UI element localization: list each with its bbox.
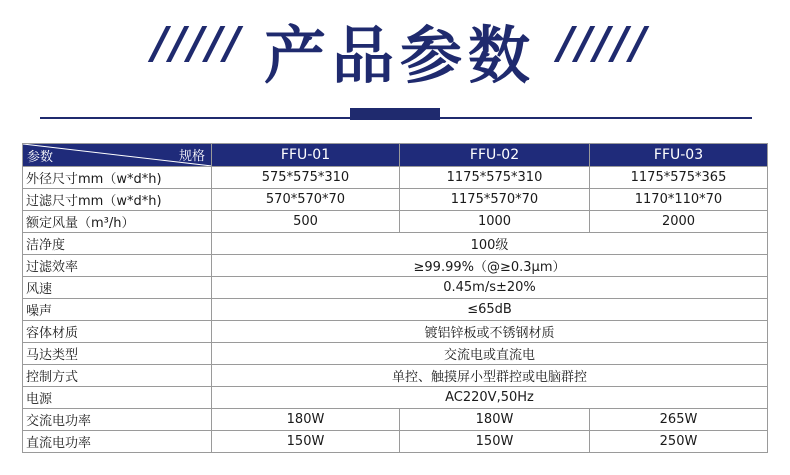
table-cell: 150W [400, 431, 590, 453]
table-row [23, 343, 768, 365]
table-cell: 1175*570*70 [400, 189, 590, 211]
table-row [23, 387, 768, 409]
table-cell: 1175*575*310 [400, 167, 590, 189]
table-cell: 500 [212, 211, 400, 233]
row-label: 风速 [23, 277, 212, 299]
table-cell: 250W [590, 431, 768, 453]
table-cell-merged: 镀铝锌板或不锈钢材质 [212, 321, 768, 343]
row-label: 交流电功率 [23, 409, 212, 431]
table-row [23, 233, 768, 255]
row-label: 马达类型 [23, 343, 212, 365]
table-cell: 1000 [400, 211, 590, 233]
row-label: 额定风量（m³/h） [23, 211, 212, 233]
decorative-slashes-left: ///// [152, 18, 243, 69]
table-cell: 2000 [590, 211, 768, 233]
table-cell: 1175*575*365 [590, 167, 768, 189]
table-cell: 570*570*70 [212, 189, 400, 211]
table-cell-merged: 100级 [212, 233, 768, 255]
table-cell: 150W [212, 431, 400, 453]
model-header-ffu-02: FFU-02 [400, 144, 590, 167]
table-row [23, 299, 768, 321]
row-label: 过滤尺寸mm（w*d*h) [23, 189, 212, 211]
spec-table-header-row [23, 144, 768, 167]
decorative-slashes-right: ///// [558, 18, 649, 69]
row-label: 过滤效率 [23, 255, 212, 277]
table-row [23, 211, 768, 233]
page-title: 产品参数 [263, 19, 536, 92]
row-label: 外径尺寸mm（w*d*h) [23, 167, 212, 189]
row-label: 容体材质 [23, 321, 212, 343]
table-row [23, 189, 768, 211]
table-row [23, 167, 768, 189]
table-cell-merged: AC220V,50Hz [212, 387, 768, 409]
row-label: 噪声 [23, 299, 212, 321]
row-label: 控制方式 [23, 365, 212, 387]
table-cell: 1170*110*70 [590, 189, 768, 211]
table-cell: 265W [590, 409, 768, 431]
table-cell: 180W [400, 409, 590, 431]
table-cell-merged: 交流电或直流电 [212, 343, 768, 365]
table-row [23, 431, 768, 453]
spec-table [22, 143, 768, 453]
table-row [23, 255, 768, 277]
title-underline-accent [350, 108, 440, 120]
model-header-ffu-01: FFU-01 [212, 144, 400, 167]
corner-cell [23, 144, 212, 167]
table-cell: 180W [212, 409, 400, 431]
page-header [0, 0, 790, 130]
row-label: 洁净度 [23, 233, 212, 255]
table-row [23, 365, 768, 387]
table-row [23, 409, 768, 431]
table-row [23, 321, 768, 343]
corner-spec-label: 规格 [178, 149, 205, 164]
table-cell-merged: ≤65dB [212, 299, 768, 321]
table-row [23, 277, 768, 299]
table-cell: 575*575*310 [212, 167, 400, 189]
table-cell-merged: 0.45m/s±20% [212, 277, 768, 299]
table-cell-merged: ≥99.99%（@≥0.3μm） [212, 255, 768, 277]
table-cell-merged: 单控、触摸屏小型群控或电脑群控 [212, 365, 768, 387]
row-label: 直流电功率 [23, 431, 212, 453]
row-label: 电源 [23, 387, 212, 409]
model-header-ffu-03: FFU-03 [590, 144, 768, 167]
corner-param-label: 参数 [27, 150, 54, 165]
